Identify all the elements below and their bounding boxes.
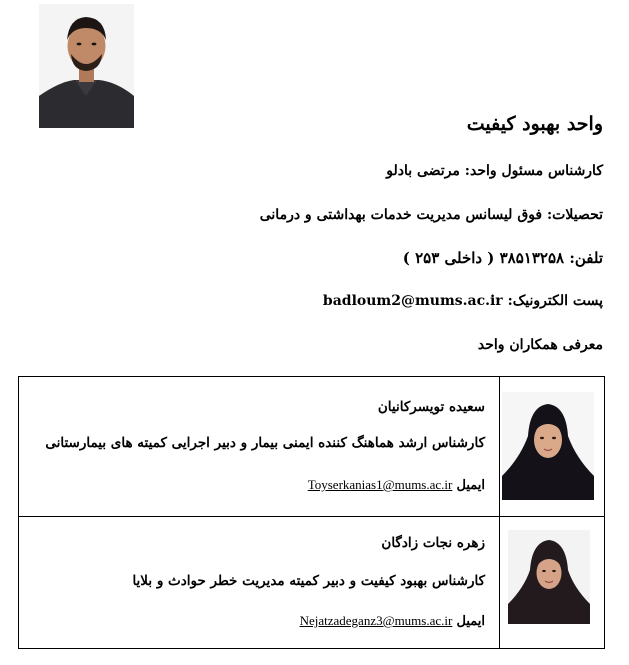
education-value: فوق لیسانس مدیریت خدمات بهداشتی و درمانی: [259, 207, 543, 223]
staff-email-label: ایمیل: [456, 614, 485, 629]
colleagues-heading: معرفی همکاران واحد: [477, 337, 603, 353]
education-label: تحصیلات:: [547, 207, 603, 223]
staff-row: [19, 377, 605, 517]
page-title: واحد بهبود کیفیت: [466, 113, 603, 135]
staff-info: [19, 517, 500, 649]
staff-table: [18, 376, 605, 649]
staff-email-line: [300, 613, 485, 629]
email-label: پست الکترونیک:: [507, 293, 603, 309]
phone-label: تلفن:: [569, 249, 603, 267]
staff-photo: [502, 392, 594, 500]
staff-photo-cell: [500, 377, 605, 517]
staff-info: [19, 377, 500, 517]
staff-row: [19, 517, 605, 649]
staff-role: کارشناس ارشد هماهنگ کننده ایمنی بیمار و دبیر اجرایی کمیته های بیمارستانی: [45, 435, 485, 451]
staff-email-link[interactable]: Nejatzadeganz3@mums.ac.ir: [299, 613, 453, 628]
email-line: [323, 293, 603, 309]
manager-name: مرتضی بادلو: [386, 163, 460, 179]
staff-role: کارشناس بهبود کیفیت و دبیر کمیته مدیریت خطر حوادث و بلایا: [132, 573, 485, 589]
manager-label: کارشناس مسئول واحد:: [464, 163, 603, 179]
manager-photo: [39, 4, 134, 128]
manager-line: [386, 163, 603, 179]
phone-value: ۳۸۵۱۳۲۵۸ ( داخلی ۲۵۳ ): [402, 249, 565, 267]
manager-email[interactable]: badloum2@mums.ac.ir: [322, 293, 503, 309]
staff-email-label: ایمیل: [456, 478, 485, 493]
staff-name: زهره نجات زادگان: [381, 535, 485, 551]
staff-email-line: [308, 477, 485, 493]
staff-name: سعیده تویسرکانیان: [377, 399, 485, 415]
staff-photo-cell: [500, 517, 605, 649]
education-line: [260, 207, 603, 223]
phone-line: [403, 249, 603, 267]
staff-email-link[interactable]: Toyserkanias1@mums.ac.ir: [307, 477, 453, 492]
staff-photo: [508, 530, 590, 624]
